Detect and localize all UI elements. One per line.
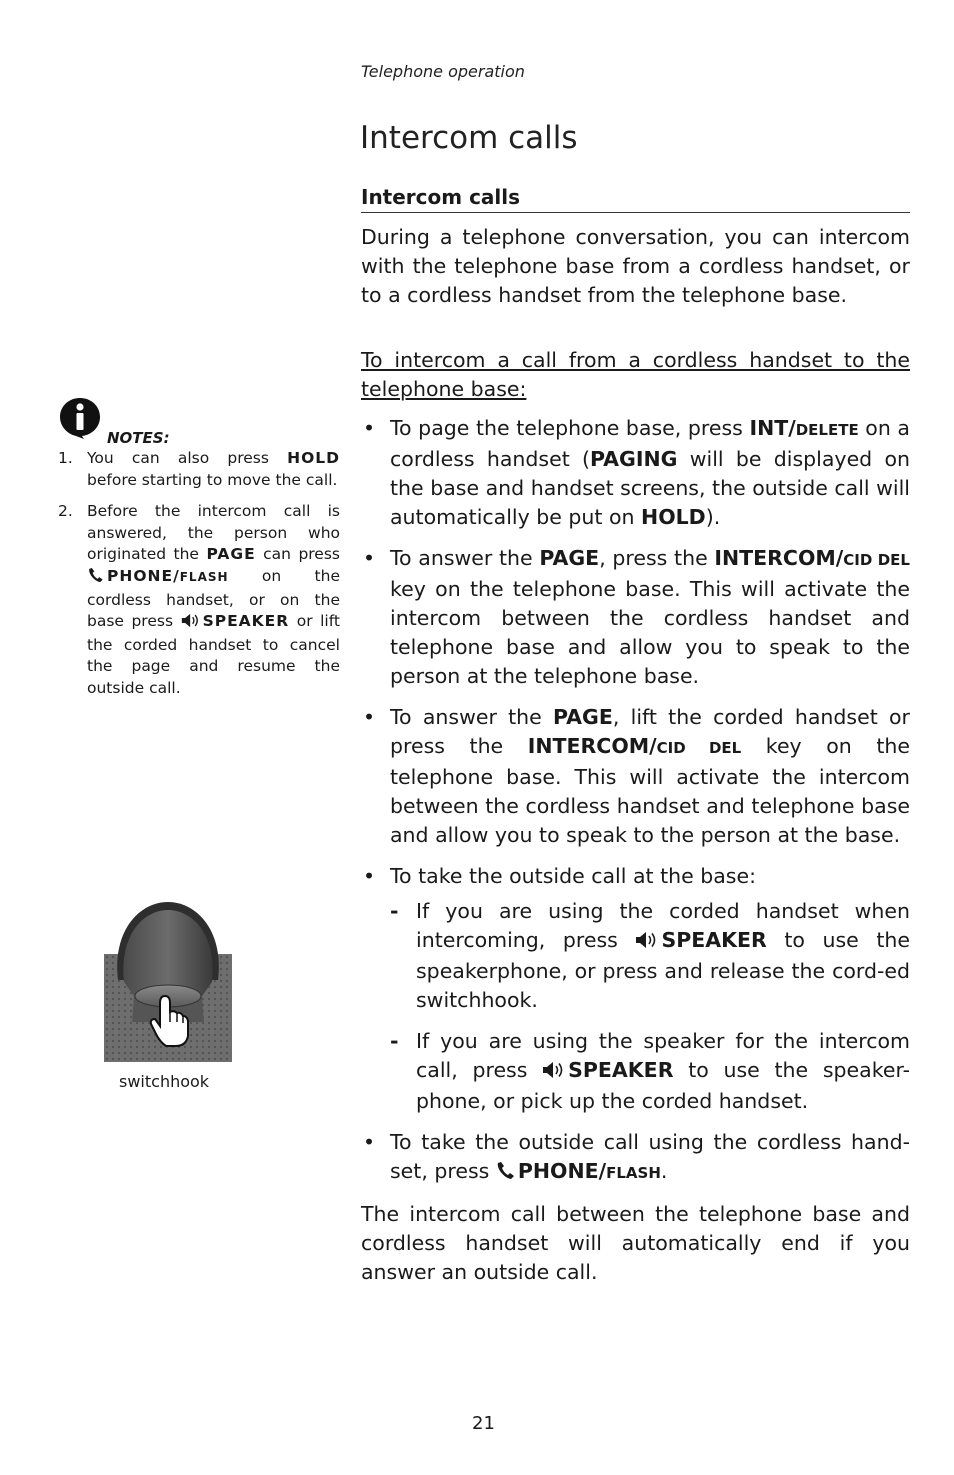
key-flash: FLASH [606,1164,661,1182]
text: If you are using the speaker for the intercom call, press [416,1029,910,1082]
text: To answer the [390,546,540,570]
key-page: PAGE [206,545,256,564]
text: on a cordless handset ( [390,416,910,471]
sub-list [390,897,910,1116]
text: can press [255,545,340,564]
section-heading: Intercom calls [361,183,910,213]
figure-caption: switchhook [119,1072,210,1091]
text: , press the [599,546,715,570]
notes-list [58,448,340,700]
text: will be displayed on the base and handset screens, the outside call will automatically be put on [390,447,911,529]
procedure-heading: To intercom a call from a cordless handset to the telephone base: [361,348,910,401]
text: If you are using the corded handset when intercoming, press [416,899,910,952]
switchhook-illustration [104,900,232,1066]
speaker-icon [542,1058,566,1087]
closing-paragraph: The intercom call between the telephone base and cordless handset will automatically end if you answer an outside call. [361,1202,910,1284]
key-phone: PHONE/ [107,566,180,585]
note-number: 2. [58,502,73,521]
notes-sidebar [58,396,340,710]
key-speaker: SPEAKER [202,612,290,631]
key-delete: DELETE [795,421,859,439]
key-phone: PHONE/ [517,1159,607,1183]
note-number: 1. [58,449,73,467]
screen-paging: PAGING [590,447,678,471]
key-intercom: INTERCOM/ [714,546,844,570]
text: on the cordless handset, or on the base press [87,566,340,631]
key-page: PAGE [539,546,600,570]
note-item [58,448,340,491]
bullet-answer-page-2 [361,703,910,850]
text: key on the telephone base. This will activate the intercom between the cordless handset and telephone base and allow you to speak to the person at the base. [390,734,910,847]
text: Before the intercom call is answered, the person who originated the [87,502,340,564]
notes-label: NOTES: [107,429,170,447]
bullet-outside-call-handset [361,1128,910,1188]
speaker-icon [635,928,659,957]
text: To page the telephone base, press [390,416,750,440]
info-icon [58,396,102,447]
key-speaker: SPEAKER [568,1058,674,1082]
intro-paragraph: During a telephone conversation, you can intercom with the telephone base from a cordless handset, or to a cordless handset from the telephone base. [361,225,910,307]
phone-icon [87,568,105,590]
key-intercom: INTERCOM/ [527,734,657,758]
bullet-page-base [361,414,910,532]
bullet-outside-call-base [361,862,910,1116]
text: To answer the [390,705,554,729]
note-item [58,501,340,699]
text: . [660,1159,668,1183]
key-speaker: SPEAKER [661,928,767,952]
text: To take the outside call at the base: [390,864,757,888]
key-cid-del: CID DEL [843,551,910,569]
text: key on the telephone base. This will activate the intercom between the cordless handset and telephone base and allow you to speak to the person at the telephone base. [390,577,910,688]
text: to use the speakerphone, or press and release the cord-ed switchhook. [416,928,911,1012]
key-flash: FLASH [179,569,229,584]
text: or lift the corded handset to cancel the page and resume the outside call. [87,612,340,697]
text: To take the outside call using the cordless hand-set, press [390,1130,910,1183]
text: You can also press [87,449,288,467]
text: before starting to move the call. [87,470,338,489]
key-int: INT/ [749,416,796,440]
procedure-list [361,414,910,1188]
text: to use the speaker-phone, or pick up the corded handset. [416,1058,910,1113]
key-page: PAGE [553,705,613,729]
key-cid-del: CID DEL [656,739,742,757]
bullet-answer-page-1 [361,544,910,691]
running-header: Telephone operation [361,62,525,81]
notes-header [58,396,340,447]
phone-icon [496,1159,516,1188]
speaker-icon [181,613,201,635]
dash-corded-handset [390,897,910,1015]
main-column [361,183,910,1287]
text: ). [705,505,721,529]
page-title: Intercom calls [360,120,578,156]
text: , lift the corded handset or press the [390,705,910,758]
key-hold: HOLD [287,449,340,467]
dash-speaker [390,1027,910,1116]
page-number: 21 [472,1413,495,1434]
key-hold: HOLD [641,505,706,529]
